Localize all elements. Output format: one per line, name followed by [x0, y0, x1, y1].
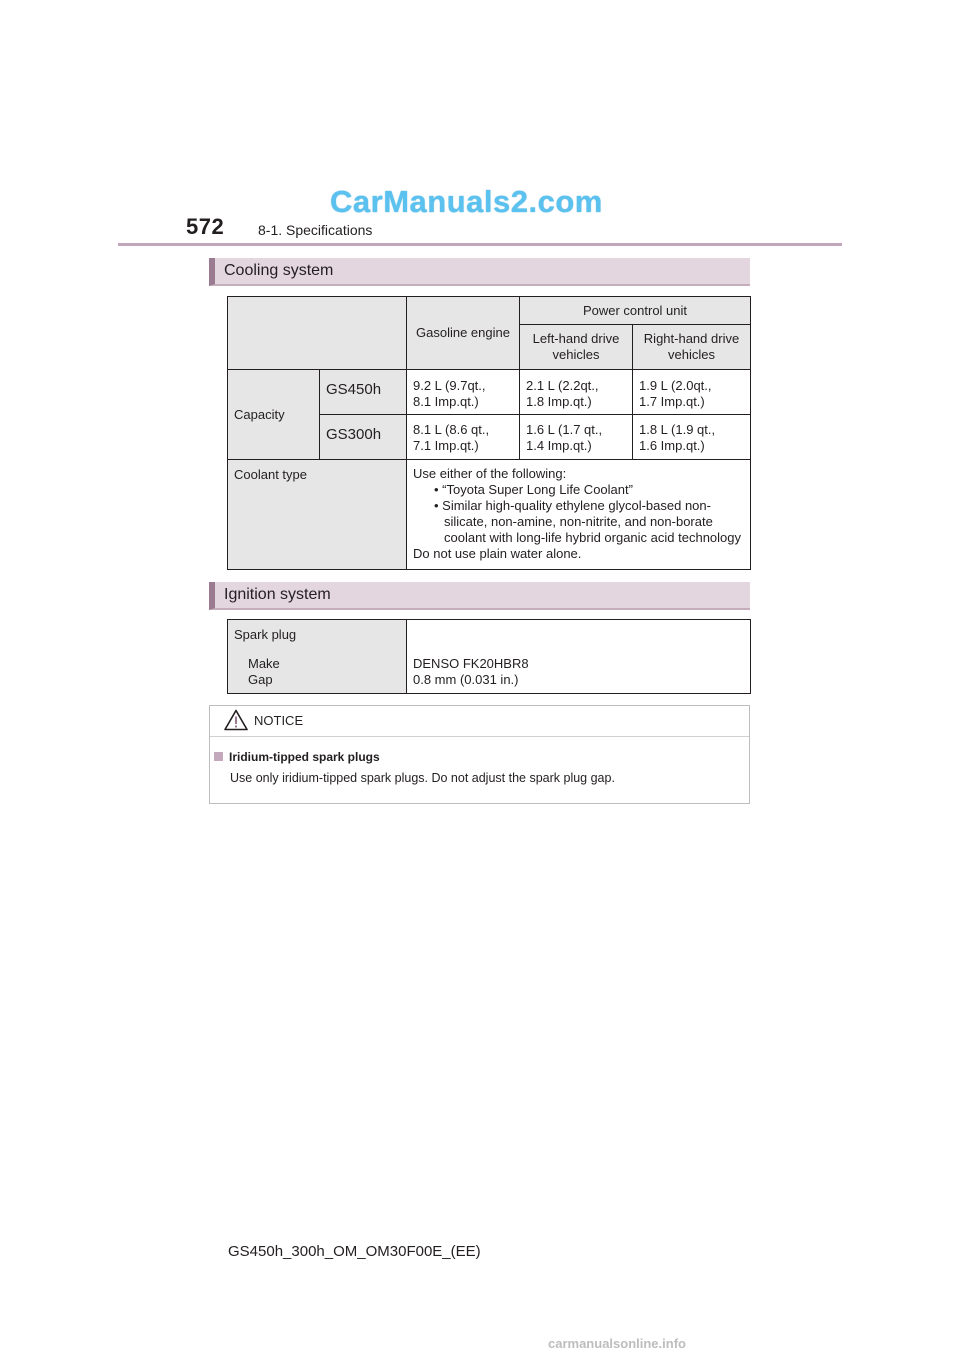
- rhd-header: Right-hand drive vehicles: [633, 325, 751, 370]
- capacity-line: 8.1 L (8.6 qt.,: [413, 422, 490, 437]
- make-label: Make: [248, 656, 280, 671]
- notice-text: Use only iridium-tipped spark plugs. Do not adjust the spark plug gap.: [230, 771, 615, 785]
- table-corner-cell: [228, 297, 407, 370]
- model-gs450h: GS450h: [320, 370, 407, 415]
- coolant-bullet: • “Toyota Super Long Life Coolant”: [434, 482, 633, 497]
- header-divider: [118, 243, 842, 246]
- power-control-unit-header: Power control unit: [520, 297, 751, 325]
- cooling-spec-table: [227, 296, 751, 570]
- capacity-line: 1.6 L (1.7 qt.,: [526, 422, 603, 437]
- capacity-line: 1.7 Imp.qt.): [639, 394, 705, 409]
- document-code: GS450h_300h_OM_OM30F00E_(EE): [228, 1243, 481, 1260]
- cooling-section-header: [209, 258, 750, 286]
- spark-plug-label: Spark plug: [234, 627, 297, 642]
- warning-icon: [224, 709, 248, 731]
- capacity-line: 1.9 L (2.0qt.,: [639, 378, 712, 393]
- coolant-intro: Use either of the following:: [413, 466, 567, 481]
- lhd-header: Left-hand drive vehicles: [520, 325, 633, 370]
- capacity-line: 7.1 Imp.qt.): [413, 438, 479, 453]
- gs450h-gasoline-capacity: [407, 370, 520, 415]
- gasoline-engine-header: Gasoline engine: [407, 297, 520, 370]
- capacity-line: 1.8 Imp.qt.): [526, 394, 592, 409]
- spark-plug-label-cell: [228, 620, 407, 694]
- spacer: [234, 643, 400, 656]
- section-title: 8-1. Specifications: [258, 222, 373, 238]
- spark-plug-value-cell: [407, 620, 751, 694]
- make-value: DENSO FK20HBR8: [413, 656, 529, 671]
- gap-value: 0.8 mm (0.031 in.): [413, 672, 519, 687]
- notice-subtitle: Iridium-tipped spark plugs: [229, 750, 380, 764]
- gs450h-lhd-capacity: [520, 370, 633, 415]
- coolant-type-label: Coolant type: [228, 460, 407, 570]
- capacity-line: 1.8 L (1.9 qt.,: [639, 422, 716, 437]
- ignition-spec-table: [227, 619, 751, 694]
- watermark-footer: carmanualsonline.info: [548, 1336, 686, 1351]
- notice-subtitle-row: [214, 750, 380, 764]
- notice-header: [210, 706, 749, 737]
- capacity-label: Capacity: [228, 370, 320, 460]
- notice-box: [209, 705, 750, 804]
- watermark-logo: CarManuals2.com: [330, 184, 603, 219]
- square-bullet-icon: [214, 752, 223, 761]
- capacity-line: 1.6 Imp.qt.): [639, 438, 705, 453]
- capacity-line: 1.4 Imp.qt.): [526, 438, 592, 453]
- gs450h-rhd-capacity: [633, 370, 751, 415]
- cooling-section-title: Cooling system: [224, 262, 334, 279]
- gap-label: Gap: [248, 672, 273, 687]
- ignition-section-header: [209, 582, 750, 610]
- gs300h-gasoline-capacity: [407, 415, 520, 460]
- ignition-section-title: Ignition system: [224, 586, 331, 603]
- model-gs300h: GS300h: [320, 415, 407, 460]
- coolant-bullet: • Similar high-quality ethylene glycol-based non-silicate, non-amine, non-nitrite, and non-borate coolant with long-life hybrid organic acid technology: [434, 498, 742, 545]
- notice-title: NOTICE: [254, 713, 304, 728]
- page-number: 572: [186, 214, 225, 239]
- coolant-note: Do not use plain water alone.: [413, 546, 582, 561]
- capacity-line: 8.1 Imp.qt.): [413, 394, 479, 409]
- capacity-line: 9.2 L (9.7qt.,: [413, 378, 486, 393]
- coolant-type-value: [407, 460, 751, 570]
- gs300h-rhd-capacity: [633, 415, 751, 460]
- gs300h-lhd-capacity: [520, 415, 633, 460]
- capacity-line: 2.1 L (2.2qt.,: [526, 378, 599, 393]
